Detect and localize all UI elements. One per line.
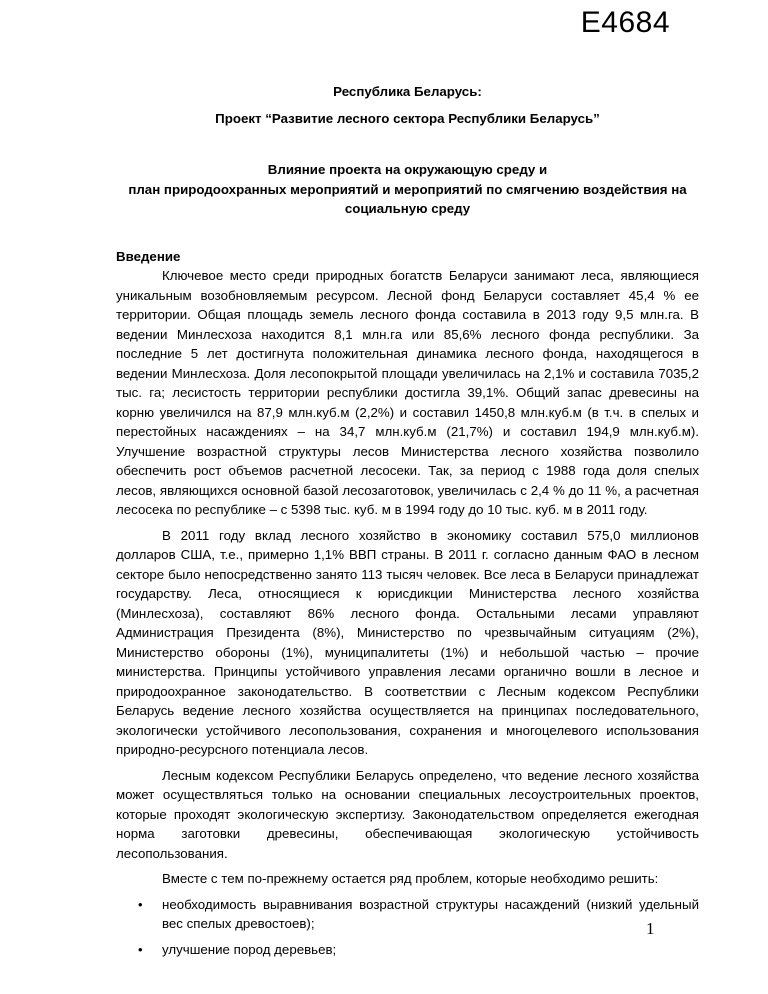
document-code: E4684 (580, 6, 670, 39)
document-page (116, 82, 699, 965)
paragraph-2: В 2011 году вклад лесного хозяйство в экономику составил 575,0 миллионов долларов США, т.е., примерно 1,1% ВВП страны. В 2011 г. согласно данным ФАО в лесном секторе было непосредственно занято 113 тысяч человек. Все леса в Беларуси принадлежат государству. Леса, относящиеся к юрисдикции Министерства лесного хозяйства (Минлесхоза), составляют 86% лесного фонда. Остальными лесами управляют Администрация Президента (8%), Министерство по чрезвычайным ситуациям (2%), Министерство обороны (1%), муниципалитеты (1%) и небольшой частью – прочие министерства. Принципы устойчивого управления лесами органично вошли в лесное и природоохранное законодательство. В соответствии с Лесным кодексом Республики Беларусь ведение лесного хозяйства осуществляется на принципах последовательного, экологически устойчивого лесопользования, сохранения и многоцелевого использования природно-ресурсного потенциала лесов. (116, 527, 699, 757)
title-project: Проект “Развитие лесного сектора Республики Беларусь” (215, 110, 600, 126)
list-item (116, 940, 699, 960)
title-country: Республика Беларусь: (333, 84, 482, 99)
page-number: 1 (646, 919, 655, 938)
problems-intro: Вместе с тем по-прежнему остается ряд проблем, которые необходимо решить: (162, 871, 659, 886)
paragraph-3: Лесным кодексом Республики Беларусь определено, что ведение лесного хозяйства может осуществляться только на основании специальных лесоустроительных проектов, которые проходят экологическую экспертизу. Законодательством определяется ежегодная норма заготовки древесины, обеспечивающая экологическую устойчивость лесопользования. (116, 767, 699, 861)
title-plan: план природоохранных мероприятий и мероприятий по смягчению воздействия на социальную среду (128, 181, 687, 216)
bullet-icon: • (138, 896, 143, 912)
bullet-icon: • (138, 941, 143, 957)
section-heading: Введение (116, 248, 181, 264)
list-item-text: необходимость выравнивания возрастной структуры насаждений (низкий удельный вес спелых древостоев); (162, 896, 699, 931)
paragraph-1: Ключевое место среди природных богатств Беларуси занимают леса, являющиеся уникальным возобновляемым ресурсом. Лесной фонд Беларуси составляет 45,4 % ее территории. Общая площадь земель лесного фонда составила в 2013 году 9,5 млн.га. В ведении Минлесхоза находится 8,1 млн.га или 85,6% лесного фонда республики. За последние 5 лет достигнута положительная динамика лесного фонда, находящегося в ведении Минлесхоза. Доля лесопокрытой площади увеличилась на 2,1% и составила 7035,2 тыс. га; лесистость территории республики достигла 39,1%. Общий запас древесины на корню увеличился на 87,9 млн.куб.м (2,2%) и составил 1450,8 млн.куб.м (в т.ч. в спелых и перестойных насаждениях – на 34,7 млн.куб.м (21,7%) и составил 194,9 млн.куб.м). Улучшение возрастной структуры лесов Министерства лесного хозяйства позволило обеспечить рост объемов расчетной лесосеки. Так, за период с 1988 года доля спелых лесов, являющихся основной базой лесозаготовок, увеличилась с 2,4 % до 11 %, а расчетная лесосека по республике – с 5398 тыс. куб. м в 1994 году до 10 тыс. куб. м в 2011 году. (116, 268, 699, 517)
problems-list (116, 895, 699, 960)
list-item-text: улучшение пород деревьев; (162, 941, 337, 957)
title-impact: Влияние проекта на окружающую среду и (267, 162, 548, 177)
list-item (116, 895, 699, 934)
